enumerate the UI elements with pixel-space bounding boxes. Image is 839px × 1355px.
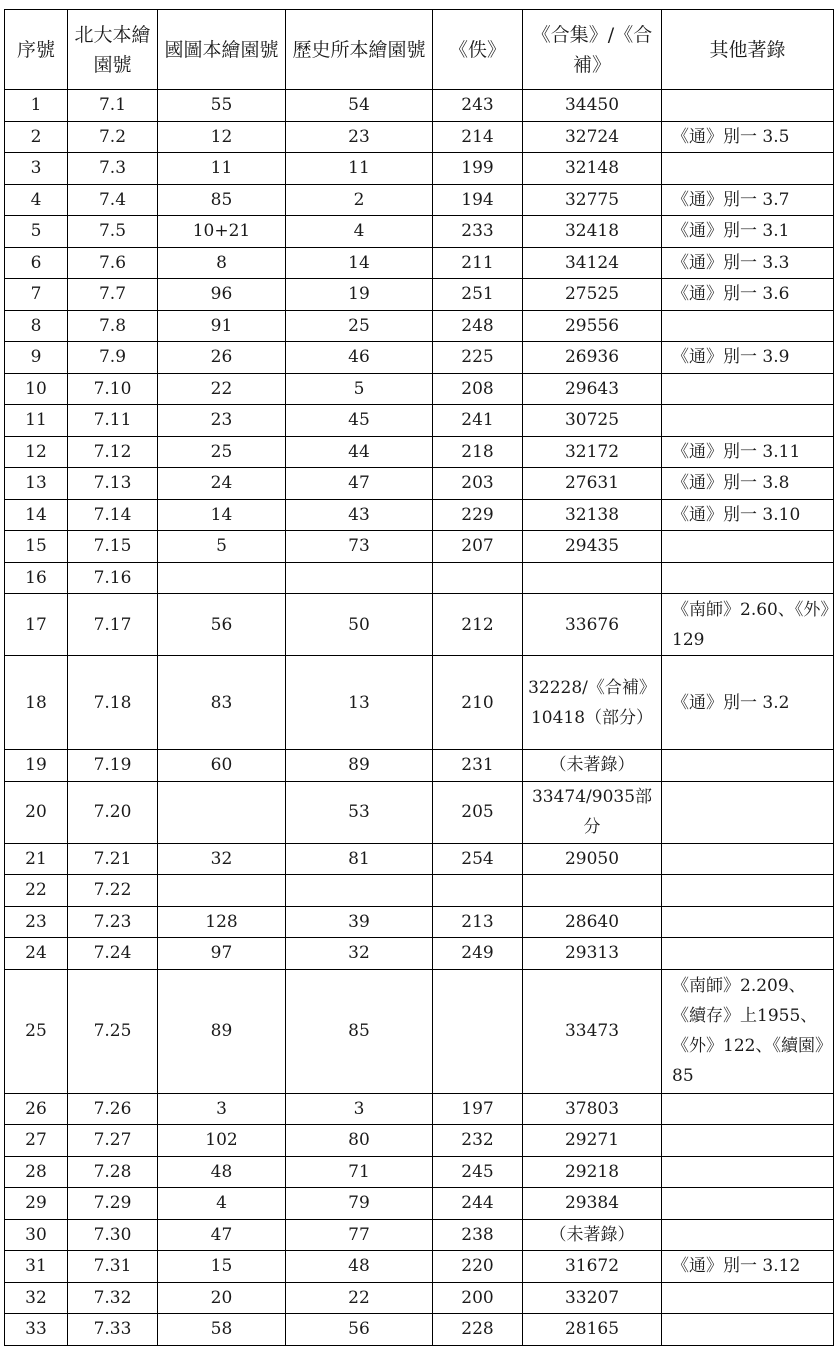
- cell-yi: [433, 562, 523, 594]
- table-row: [5, 153, 834, 185]
- cell-peking-univ: 7.27: [68, 1125, 158, 1157]
- cell-history-institute: 79: [286, 1188, 433, 1220]
- cell-peking-univ: 7.12: [68, 436, 158, 468]
- cell-other-records: [662, 1219, 834, 1251]
- cell-peking-univ: 7.3: [68, 153, 158, 185]
- cell-national-library: [158, 875, 286, 907]
- cell-seq: 1: [5, 90, 68, 122]
- cell-other-records: 《通》別一 3.11: [662, 436, 834, 468]
- table-row: [5, 969, 834, 1093]
- header-peking-univ: 北大本繪園號: [68, 10, 158, 90]
- cell-history-institute: 80: [286, 1125, 433, 1157]
- cell-seq: 10: [5, 373, 68, 405]
- cell-national-library: 102: [158, 1125, 286, 1157]
- cell-other-records: [662, 1314, 834, 1346]
- cell-history-institute: 54: [286, 90, 433, 122]
- cell-heji-hebu: （未著錄）: [523, 1219, 662, 1251]
- cell-heji-hebu: 29384: [523, 1188, 662, 1220]
- cell-yi: 233: [433, 216, 523, 248]
- cell-history-institute: 71: [286, 1156, 433, 1188]
- table-row: [5, 1093, 834, 1125]
- cell-heji-hebu: 33473: [523, 969, 662, 1093]
- cell-national-library: 60: [158, 750, 286, 782]
- table-row: [5, 310, 834, 342]
- cell-other-records: [662, 781, 834, 843]
- cell-other-records: 《通》別一 3.7: [662, 184, 834, 216]
- cell-peking-univ: 7.31: [68, 1251, 158, 1283]
- cell-peking-univ: 7.30: [68, 1219, 158, 1251]
- cell-national-library: 96: [158, 279, 286, 311]
- table-row: [5, 247, 834, 279]
- cell-seq: 30: [5, 1219, 68, 1251]
- table-row: [5, 843, 834, 875]
- cell-history-institute: 14: [286, 247, 433, 279]
- cell-heji-hebu: 29050: [523, 843, 662, 875]
- cell-peking-univ: 7.7: [68, 279, 158, 311]
- cell-other-records: 《南師》2.60、《外》129: [662, 594, 834, 656]
- table-row: [5, 342, 834, 374]
- cell-national-library: 128: [158, 906, 286, 938]
- cell-history-institute: 25: [286, 310, 433, 342]
- cell-history-institute: 56: [286, 1314, 433, 1346]
- cell-seq: 2: [5, 121, 68, 153]
- cell-yi: 238: [433, 1219, 523, 1251]
- cell-heji-hebu: [523, 562, 662, 594]
- cell-peking-univ: 7.6: [68, 247, 158, 279]
- cell-peking-univ: 7.5: [68, 216, 158, 248]
- cell-national-library: 14: [158, 499, 286, 531]
- cell-national-library: 22: [158, 373, 286, 405]
- cell-heji-hebu: 30725: [523, 405, 662, 437]
- cell-peking-univ: 7.21: [68, 843, 158, 875]
- cell-history-institute: 5: [286, 373, 433, 405]
- cell-national-library: 56: [158, 594, 286, 656]
- table-row: [5, 875, 834, 907]
- cell-yi: 245: [433, 1156, 523, 1188]
- cell-peking-univ: 7.28: [68, 1156, 158, 1188]
- cell-peking-univ: 7.19: [68, 750, 158, 782]
- cell-other-records: 《通》別一 3.8: [662, 468, 834, 500]
- cell-heji-hebu: 29313: [523, 938, 662, 970]
- cell-other-records: [662, 405, 834, 437]
- cell-national-library: 15: [158, 1251, 286, 1283]
- cell-heji-hebu: 32775: [523, 184, 662, 216]
- cell-yi: 232: [433, 1125, 523, 1157]
- header-heji-hebu: 《合集》/《合補》: [523, 10, 662, 90]
- cell-seq: 29: [5, 1188, 68, 1220]
- cell-history-institute: 46: [286, 342, 433, 374]
- cell-seq: 28: [5, 1156, 68, 1188]
- cell-history-institute: 47: [286, 468, 433, 500]
- cell-seq: 9: [5, 342, 68, 374]
- cell-heji-hebu: （未著錄）: [523, 750, 662, 782]
- cell-national-library: 23: [158, 405, 286, 437]
- cell-history-institute: 48: [286, 1251, 433, 1283]
- cell-heji-hebu: 33474/9035部分: [523, 781, 662, 843]
- table-row: [5, 468, 834, 500]
- table-row: [5, 906, 834, 938]
- cell-yi: 205: [433, 781, 523, 843]
- header-seq: 序號: [5, 10, 68, 90]
- table-row: [5, 184, 834, 216]
- cell-history-institute: 23: [286, 121, 433, 153]
- cell-history-institute: 11: [286, 153, 433, 185]
- cell-history-institute: 32: [286, 938, 433, 970]
- cell-seq: 24: [5, 938, 68, 970]
- cell-peking-univ: 7.29: [68, 1188, 158, 1220]
- cell-other-records: [662, 531, 834, 563]
- cell-seq: 8: [5, 310, 68, 342]
- header-yi: 《佚》: [433, 10, 523, 90]
- cell-peking-univ: 7.17: [68, 594, 158, 656]
- cell-other-records: [662, 153, 834, 185]
- cell-heji-hebu: 32418: [523, 216, 662, 248]
- table-row: [5, 656, 834, 750]
- cell-seq: 23: [5, 906, 68, 938]
- cell-national-library: [158, 562, 286, 594]
- cell-heji-hebu: 32724: [523, 121, 662, 153]
- cell-heji-hebu: 28165: [523, 1314, 662, 1346]
- cell-history-institute: 50: [286, 594, 433, 656]
- cell-national-library: 26: [158, 342, 286, 374]
- cell-other-records: [662, 1156, 834, 1188]
- header-row: [5, 10, 834, 90]
- cell-seq: 16: [5, 562, 68, 594]
- cell-yi: 194: [433, 184, 523, 216]
- cell-history-institute: 53: [286, 781, 433, 843]
- cell-yi: 213: [433, 906, 523, 938]
- cell-seq: 26: [5, 1093, 68, 1125]
- cell-history-institute: 45: [286, 405, 433, 437]
- cell-seq: 6: [5, 247, 68, 279]
- cell-other-records: 《通》別一 3.10: [662, 499, 834, 531]
- cell-yi: 214: [433, 121, 523, 153]
- header-other-records: 其他著錄: [662, 10, 834, 90]
- table-row: [5, 1251, 834, 1283]
- table-row: [5, 1219, 834, 1251]
- cell-yi: 244: [433, 1188, 523, 1220]
- cell-yi: 212: [433, 594, 523, 656]
- cell-yi: 249: [433, 938, 523, 970]
- table-row: [5, 750, 834, 782]
- cell-yi: 207: [433, 531, 523, 563]
- cell-peking-univ: 7.25: [68, 969, 158, 1093]
- cell-other-records: [662, 843, 834, 875]
- cell-heji-hebu: 27631: [523, 468, 662, 500]
- cell-yi: 248: [433, 310, 523, 342]
- cell-heji-hebu: [523, 875, 662, 907]
- cell-seq: 19: [5, 750, 68, 782]
- cell-other-records: [662, 310, 834, 342]
- table-body: [5, 90, 834, 1346]
- cell-yi: 199: [433, 153, 523, 185]
- cell-national-library: 32: [158, 843, 286, 875]
- cell-seq: 4: [5, 184, 68, 216]
- cell-other-records: [662, 906, 834, 938]
- cell-national-library: 97: [158, 938, 286, 970]
- cell-national-library: 48: [158, 1156, 286, 1188]
- cell-peking-univ: 7.1: [68, 90, 158, 122]
- cell-peking-univ: 7.13: [68, 468, 158, 500]
- cell-other-records: [662, 1188, 834, 1220]
- header-history-institute: 歷史所本繪園號: [286, 10, 433, 90]
- cell-history-institute: [286, 562, 433, 594]
- cell-seq: 12: [5, 436, 68, 468]
- cell-peking-univ: 7.24: [68, 938, 158, 970]
- cell-national-library: [158, 781, 286, 843]
- cell-other-records: 《通》別一 3.6: [662, 279, 834, 311]
- cell-national-library: 4: [158, 1188, 286, 1220]
- cell-national-library: 20: [158, 1282, 286, 1314]
- cell-yi: 218: [433, 436, 523, 468]
- cell-national-library: 55: [158, 90, 286, 122]
- cell-history-institute: 2: [286, 184, 433, 216]
- cell-national-library: 91: [158, 310, 286, 342]
- cell-other-records: [662, 562, 834, 594]
- table-row: [5, 90, 834, 122]
- cell-other-records: 《通》別一 3.9: [662, 342, 834, 374]
- cell-history-institute: 73: [286, 531, 433, 563]
- cell-seq: 5: [5, 216, 68, 248]
- cell-peking-univ: 7.2: [68, 121, 158, 153]
- cell-heji-hebu: 33207: [523, 1282, 662, 1314]
- cell-other-records: [662, 90, 834, 122]
- cell-yi: 211: [433, 247, 523, 279]
- cell-peking-univ: 7.15: [68, 531, 158, 563]
- table-row: [5, 1125, 834, 1157]
- cell-other-records: 《通》別一 3.12: [662, 1251, 834, 1283]
- cell-yi: 241: [433, 405, 523, 437]
- cell-other-records: 《通》別一 3.3: [662, 247, 834, 279]
- cell-other-records: [662, 1093, 834, 1125]
- cell-heji-hebu: 29556: [523, 310, 662, 342]
- cell-national-library: 3: [158, 1093, 286, 1125]
- cell-seq: 27: [5, 1125, 68, 1157]
- cell-history-institute: 44: [286, 436, 433, 468]
- cell-heji-hebu: 34450: [523, 90, 662, 122]
- cell-national-library: 24: [158, 468, 286, 500]
- table-row: [5, 436, 834, 468]
- cell-seq: 25: [5, 969, 68, 1093]
- cell-yi: 231: [433, 750, 523, 782]
- cell-other-records: 《通》別一 3.5: [662, 121, 834, 153]
- cell-national-library: 8: [158, 247, 286, 279]
- table-row: [5, 781, 834, 843]
- cell-yi: 254: [433, 843, 523, 875]
- cell-history-institute: 85: [286, 969, 433, 1093]
- table-row: [5, 938, 834, 970]
- cell-yi: [433, 875, 523, 907]
- cell-peking-univ: 7.11: [68, 405, 158, 437]
- cell-national-library: 83: [158, 656, 286, 750]
- cell-seq: 17: [5, 594, 68, 656]
- cell-peking-univ: 7.10: [68, 373, 158, 405]
- cell-other-records: 《通》別一 3.2: [662, 656, 834, 750]
- cell-history-institute: 43: [286, 499, 433, 531]
- cell-heji-hebu: 32228/《合補》10418（部分）: [523, 656, 662, 750]
- cell-peking-univ: 7.8: [68, 310, 158, 342]
- cell-yi: [433, 969, 523, 1093]
- cell-peking-univ: 7.33: [68, 1314, 158, 1346]
- cell-national-library: 5: [158, 531, 286, 563]
- cell-other-records: 《南師》2.209、《續存》上1955、《外》122、《續園》85: [662, 969, 834, 1093]
- cell-yi: 225: [433, 342, 523, 374]
- cell-national-library: 85: [158, 184, 286, 216]
- cell-yi: 203: [433, 468, 523, 500]
- table-row: [5, 531, 834, 563]
- cell-peking-univ: 7.23: [68, 906, 158, 938]
- cell-heji-hebu: 32148: [523, 153, 662, 185]
- cell-yi: 229: [433, 499, 523, 531]
- cell-national-library: 58: [158, 1314, 286, 1346]
- cell-other-records: [662, 1282, 834, 1314]
- cell-yi: 220: [433, 1251, 523, 1283]
- cell-national-library: 89: [158, 969, 286, 1093]
- cell-national-library: 47: [158, 1219, 286, 1251]
- table-row: [5, 279, 834, 311]
- cell-other-records: [662, 750, 834, 782]
- cell-heji-hebu: 32138: [523, 499, 662, 531]
- table-row: [5, 1314, 834, 1346]
- cell-seq: 33: [5, 1314, 68, 1346]
- header-national-library: 國圖本繪園號: [158, 10, 286, 90]
- cell-history-institute: 81: [286, 843, 433, 875]
- cell-seq: 20: [5, 781, 68, 843]
- cell-yi: 208: [433, 373, 523, 405]
- cell-yi: 210: [433, 656, 523, 750]
- table-row: [5, 216, 834, 248]
- catalogue-table: [4, 9, 834, 1346]
- cell-heji-hebu: 34124: [523, 247, 662, 279]
- cell-national-library: 12: [158, 121, 286, 153]
- cell-peking-univ: 7.20: [68, 781, 158, 843]
- cell-heji-hebu: 26936: [523, 342, 662, 374]
- cell-heji-hebu: 31672: [523, 1251, 662, 1283]
- cell-heji-hebu: 29435: [523, 531, 662, 563]
- cell-yi: 228: [433, 1314, 523, 1346]
- cell-other-records: [662, 1125, 834, 1157]
- table-row: [5, 121, 834, 153]
- cell-heji-hebu: 33676: [523, 594, 662, 656]
- table-row: [5, 1188, 834, 1220]
- cell-heji-hebu: 29271: [523, 1125, 662, 1157]
- cell-seq: 18: [5, 656, 68, 750]
- cell-peking-univ: 7.4: [68, 184, 158, 216]
- cell-other-records: [662, 875, 834, 907]
- cell-yi: 200: [433, 1282, 523, 1314]
- cell-history-institute: 19: [286, 279, 433, 311]
- cell-yi: 243: [433, 90, 523, 122]
- cell-seq: 15: [5, 531, 68, 563]
- cell-other-records: [662, 373, 834, 405]
- cell-national-library: 25: [158, 436, 286, 468]
- cell-seq: 31: [5, 1251, 68, 1283]
- cell-heji-hebu: 28640: [523, 906, 662, 938]
- cell-heji-hebu: 29643: [523, 373, 662, 405]
- cell-heji-hebu: 32172: [523, 436, 662, 468]
- cell-history-institute: 3: [286, 1093, 433, 1125]
- cell-history-institute: 39: [286, 906, 433, 938]
- cell-seq: 3: [5, 153, 68, 185]
- table-row: [5, 1282, 834, 1314]
- cell-seq: 32: [5, 1282, 68, 1314]
- cell-heji-hebu: 29218: [523, 1156, 662, 1188]
- cell-peking-univ: 7.18: [68, 656, 158, 750]
- cell-national-library: 10+21: [158, 216, 286, 248]
- cell-peking-univ: 7.32: [68, 1282, 158, 1314]
- cell-peking-univ: 7.16: [68, 562, 158, 594]
- cell-seq: 7: [5, 279, 68, 311]
- cell-seq: 21: [5, 843, 68, 875]
- cell-seq: 11: [5, 405, 68, 437]
- table-row: [5, 405, 834, 437]
- table-row: [5, 1156, 834, 1188]
- cell-national-library: 11: [158, 153, 286, 185]
- cell-history-institute: [286, 875, 433, 907]
- cell-peking-univ: 7.26: [68, 1093, 158, 1125]
- cell-history-institute: 4: [286, 216, 433, 248]
- cell-yi: 251: [433, 279, 523, 311]
- cell-yi: 197: [433, 1093, 523, 1125]
- cell-heji-hebu: 27525: [523, 279, 662, 311]
- cell-heji-hebu: 37803: [523, 1093, 662, 1125]
- table-row: [5, 594, 834, 656]
- cell-other-records: [662, 938, 834, 970]
- cell-other-records: 《通》別一 3.1: [662, 216, 834, 248]
- cell-peking-univ: 7.9: [68, 342, 158, 374]
- cell-seq: 13: [5, 468, 68, 500]
- cell-seq: 22: [5, 875, 68, 907]
- cell-history-institute: 22: [286, 1282, 433, 1314]
- cell-history-institute: 77: [286, 1219, 433, 1251]
- table-row: [5, 562, 834, 594]
- cell-peking-univ: 7.14: [68, 499, 158, 531]
- cell-history-institute: 13: [286, 656, 433, 750]
- cell-peking-univ: 7.22: [68, 875, 158, 907]
- table-row: [5, 499, 834, 531]
- cell-history-institute: 89: [286, 750, 433, 782]
- table-row: [5, 373, 834, 405]
- cell-seq: 14: [5, 499, 68, 531]
